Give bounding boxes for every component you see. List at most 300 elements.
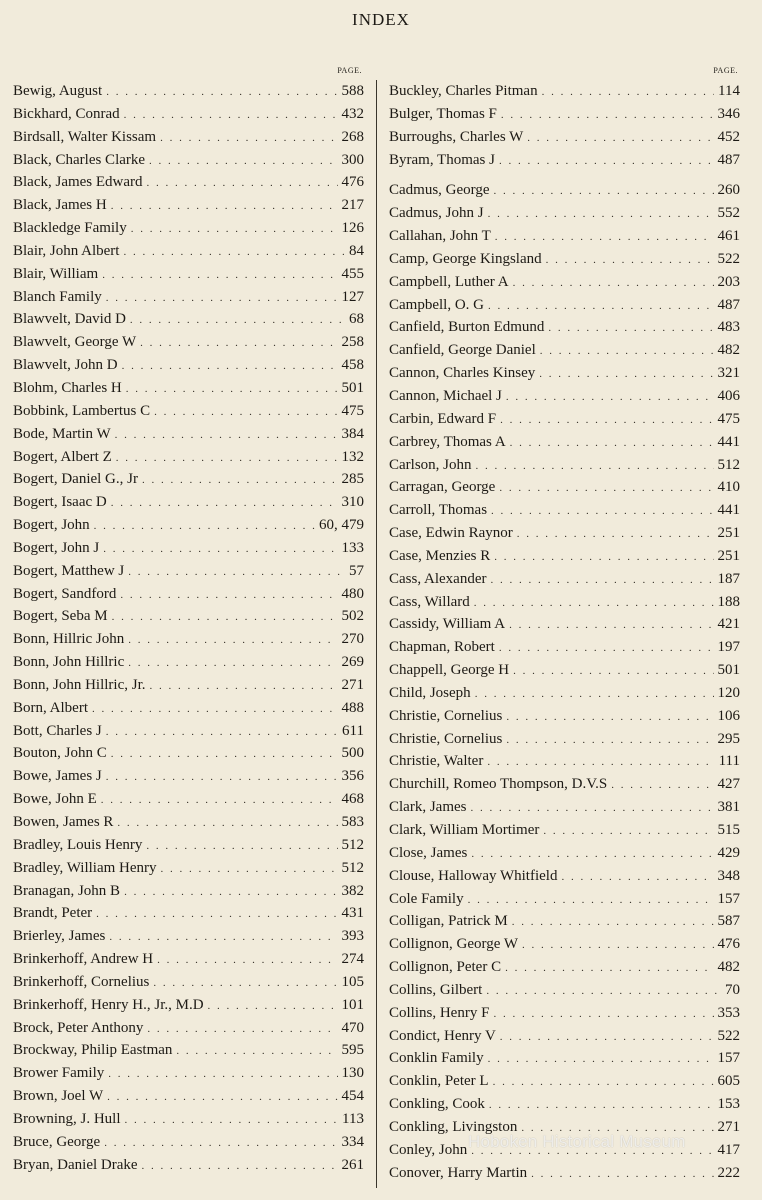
entry-page-number: 488 [341,699,364,716]
entry-name: Black, Charles Clarke [13,151,146,168]
entry-page-number: 68 [349,311,364,328]
index-entry [13,1017,364,1040]
index-entry [389,316,740,339]
entry-page-number: 421 [717,616,740,633]
index-entry [389,385,740,408]
entry-page-number: 251 [717,525,740,542]
index-entry [389,750,740,773]
leader-dots [522,934,713,956]
entry-name: Camp, George Kingsland [389,250,542,267]
entry-page-number: 454 [341,1088,364,1105]
index-entry [13,308,364,331]
entry-page-number: 441 [717,502,740,519]
entry-name: Browning, J. Hull [13,1110,121,1127]
index-entry [13,628,364,651]
leader-dots [176,1040,337,1062]
entry-page-number: 382 [341,882,364,899]
entry-page-number: 271 [717,1118,740,1135]
index-list-right-c [389,179,740,1184]
entry-name: Bickhard, Conrad [13,105,120,122]
entry-name: Brockway, Philip Eastman [13,1042,173,1059]
leader-dots [546,249,714,271]
leader-dots [539,363,713,385]
leader-dots [106,766,338,788]
entry-name: Bowe, James J [13,768,102,785]
leader-dots [103,538,337,560]
index-entry [389,819,740,842]
entry-page-number: 197 [717,639,740,656]
entry-name: Conkling, Livingston [389,1118,518,1135]
entry-page-number: 595 [341,1042,364,1059]
entry-page-number: 120 [717,684,740,701]
leader-dots [486,980,721,1002]
leader-dots [542,81,714,103]
index-entry [13,857,364,880]
entry-name: Canfield, George Daniel [389,342,536,359]
entry-page-number: 132 [341,448,364,465]
entry-page-number: 157 [717,1050,740,1067]
entry-page-number: 522 [717,250,740,267]
leader-dots [96,903,337,925]
entry-name: Bonn, John Hillric [13,654,125,671]
index-entry [13,742,364,765]
index-entry [389,499,740,522]
entry-name: Bogert, Daniel G., Jr [13,471,138,488]
leader-dots [540,340,714,362]
index-list-right-b [389,80,740,171]
entry-name: Bruce, George [13,1133,101,1150]
entry-name: Bogert, John J [13,539,100,556]
entry-page-number: 480 [341,585,364,602]
leader-dots [471,843,713,865]
leader-dots [495,226,714,248]
index-entry [13,446,364,469]
entry-name: Clark, William Mortimer [389,822,540,838]
leader-dots [147,1018,337,1040]
index-entry [13,194,364,217]
entry-page-number: 458 [341,357,364,374]
index-entry [13,103,364,126]
leader-dots [506,729,713,751]
entry-page-number: 270 [341,631,364,648]
entry-name: Bogert, Seba M [13,608,108,625]
entry-name: Close, James [389,844,468,861]
page-column-header: PAGE. [337,66,362,75]
entry-page-number: 269 [341,654,364,671]
entry-page-number: 133 [341,539,364,556]
entry-name: Cadmus, George [389,182,490,199]
leader-dots [123,241,345,263]
leader-dots [488,203,714,225]
entry-name: Born, Albert [13,699,88,716]
entry-page-number: 356 [341,768,364,785]
leader-dots [94,515,315,537]
entry-name: Carroll, Thomas [389,502,488,519]
entry-name: Conklin, Peter L [389,1073,489,1090]
index-entry [389,728,740,751]
index-entry [13,720,364,743]
index-entry [13,240,364,263]
leader-dots [124,881,337,903]
index-entry [389,888,740,911]
index-entry [13,126,364,149]
index-entry [389,636,740,659]
entry-name: Collignon, George W [389,936,519,953]
leader-dots [111,743,338,765]
leader-dots [104,1132,337,1154]
index-entry [389,979,740,1002]
entry-name: Byram, Thomas J [389,151,495,168]
entry-page-number: 441 [717,433,740,450]
leader-dots [112,606,338,628]
leader-dots [142,469,338,491]
index-entry [13,423,364,446]
entry-page-number: 487 [717,296,740,313]
leader-dots [513,660,713,682]
entry-name: Bode, Martin W [13,425,111,442]
leader-dots [160,127,337,149]
leader-dots [124,104,338,126]
leader-dots [494,546,713,568]
entry-page-number: 101 [341,996,364,1013]
entry-name: Christie, Cornelius [389,707,503,724]
entry-name: Blawvelt, George W [13,334,137,351]
entry-name: Bowe, John E [13,791,97,808]
index-entry [13,171,364,194]
entry-name: Burroughs, Charles W [389,128,524,145]
index-entry [389,865,740,888]
leader-dots [111,492,338,514]
entry-name: Branagan, John B [13,882,121,899]
leader-dots [491,500,713,522]
entry-name: Collins, Henry F [389,1004,490,1021]
entry-name: Brown, Joel W [13,1088,104,1105]
entry-page-number: 427 [717,776,740,793]
index-entry [13,1085,364,1108]
entry-name: Buckley, Charles Pitman [389,83,538,99]
entry-name: Blair, William [13,265,99,282]
entry-page-number: 431 [341,905,364,922]
leader-dots [499,477,713,499]
entry-name: Bogert, John [13,517,90,534]
leader-dots [149,150,337,172]
entry-page-number: 384 [341,425,364,442]
index-entry [13,651,364,674]
index-entry [389,271,740,294]
entry-page-number: 483 [717,319,740,336]
index-entry [389,568,740,591]
entry-page-number: 410 [717,479,740,496]
entry-page-number: 258 [341,334,364,351]
leader-dots [505,957,713,979]
entry-name: Bott, Charles J [13,722,102,739]
leader-dots [509,614,713,636]
index-entry [13,354,364,377]
entry-name: Bogert, Sandford [13,585,117,602]
leader-dots [120,584,337,606]
entry-name: Carbrey, Thomas A [389,433,506,450]
entry-page-number: 552 [717,205,740,222]
leader-dots [493,1071,714,1093]
entry-name: Carragan, George [389,479,496,496]
leader-dots [517,523,714,545]
index-entry [13,605,364,628]
entry-page-number: 512 [341,836,364,853]
entry-page-number: 57 [349,562,364,579]
entry-name: Case, Menzies R [389,547,491,564]
leader-dots [117,812,337,834]
entry-name: Condict, Henry V [389,1027,496,1044]
entry-page-number: 105 [341,973,364,990]
index-entry [13,902,364,925]
entry-page-number: 268 [341,128,364,145]
entry-name: Collins, Gilbert [389,981,483,998]
entry-name: Clark, James [389,799,467,816]
leader-dots [101,789,338,811]
index-entry [389,1002,740,1025]
entry-name: Bowen, James R [13,814,114,830]
index-entry [389,431,740,454]
leader-dots [489,1094,714,1116]
entry-name: Case, Edwin Raynor [389,525,513,542]
entry-page-number: 203 [717,273,740,290]
leader-dots [161,858,338,880]
entry-page-number: 106 [717,707,740,724]
index-entry [389,956,740,979]
index-entry [389,80,740,103]
entry-page-number: 611 [342,722,364,739]
entry-page-number: 84 [349,242,364,259]
index-entry [389,591,740,614]
entry-name: Brinkerhoff, Henry H., Jr., M.D [13,996,204,1013]
leader-dots [108,1063,337,1085]
entry-page-number: 475 [341,402,364,419]
leader-dots [474,592,714,614]
entry-name: Brower Family [13,1065,105,1082]
leader-dots [548,317,713,339]
leader-dots [476,455,714,477]
leader-dots [490,569,713,591]
index-entry [13,1039,364,1062]
entry-page-number: 274 [341,951,364,968]
entry-page-number: 470 [341,1019,364,1036]
entry-name: Conley, John [389,1141,468,1158]
index-entry [389,796,740,819]
leader-dots [106,721,338,743]
index-column-right [389,66,740,1185]
leader-dots [561,866,713,888]
entry-page-number: 251 [717,547,740,564]
index-entry [13,217,364,240]
entry-name: Bonn, Hillric John [13,631,125,648]
entry-name: Bradley, William Henry [13,859,157,876]
entry-page-number: 334 [341,1133,364,1150]
entry-page-number: 482 [717,959,740,976]
leader-dots [153,972,337,994]
entry-name: Christie, Walter [389,753,484,770]
entry-name: Brierley, James [13,928,106,945]
index-entry [13,674,364,697]
leader-dots [506,706,713,728]
entry-page-number: 452 [717,128,740,145]
entry-name: Cassidy, William A [389,616,506,633]
index-entry [389,408,740,431]
entry-page-number: 261 [341,1156,364,1173]
leader-dots [488,295,714,317]
leader-dots [499,150,714,172]
index-entry [13,925,364,948]
entry-page-number: 502 [341,608,364,625]
entry-page-number: 475 [717,410,740,427]
entry-page-number: 500 [341,745,364,762]
index-entry [13,971,364,994]
entry-page-number: 501 [341,379,364,396]
entry-name: Birdsall, Walter Kissam [13,128,157,145]
entry-page-number: 487 [717,151,740,168]
leader-dots [470,797,713,819]
entry-page-number: 60, 479 [319,517,364,534]
leader-dots [208,995,338,1017]
index-entry [389,149,740,172]
index-entry [13,537,364,560]
entry-name: Conover, Harry Martin [389,1164,528,1181]
entry-name: Bogert, Albert Z [13,448,112,465]
entry-page-number: 353 [717,1004,740,1021]
entry-page-number: 188 [717,593,740,610]
entry-name: Bewig, August [13,83,103,99]
index-entry [13,263,364,286]
entry-page-number: 130 [341,1065,364,1082]
entry-page-number: 217 [341,197,364,214]
leader-dots [106,81,337,103]
entry-page-number: 583 [341,814,364,830]
entry-name: Brock, Peter Anthony [13,1019,144,1036]
index-entry [389,1070,740,1093]
entry-page-number: 515 [717,822,740,838]
index-entry [13,994,364,1017]
index-entry [389,248,740,271]
page-column-header: PAGE. [713,66,738,75]
index-entry [389,1025,740,1048]
index-entry [389,1162,740,1185]
entry-page-number: 321 [717,365,740,382]
entry-name: Churchill, Romeo Thompson, D.V.S [389,776,608,793]
entry-name: Child, Joseph [389,684,471,701]
entry-name: Blawvelt, John D [13,357,118,374]
entry-page-number: 126 [341,220,364,237]
index-entry [389,202,740,225]
entry-name: Black, James Edward [13,174,143,191]
index-entry [389,910,740,933]
leader-dots [506,386,714,408]
leader-dots [107,1086,337,1108]
leader-dots [513,272,714,294]
index-entry [389,842,740,865]
index-entry [13,811,364,834]
leader-dots [488,1048,714,1070]
leader-dots [115,424,338,446]
index-entry [13,560,364,583]
page-title: INDEX [352,10,410,29]
entry-page-number: 476 [341,174,364,191]
index-entry [13,1062,364,1085]
entry-name: Carbin, Edward F [389,410,497,427]
entry-name: Christie, Cornelius [389,730,503,747]
column-divider [376,80,377,1188]
leader-dots [494,180,714,202]
leader-dots [128,629,337,651]
index-entry [389,362,740,385]
entry-name: Bulger, Thomas F [389,105,497,122]
entry-page-number: 432 [341,105,364,122]
index-entry [13,697,364,720]
entry-page-number: 260 [717,182,740,199]
index-entry [13,491,364,514]
index-entry [13,514,364,537]
index-entry [13,948,364,971]
leader-dots [510,432,714,454]
entry-page-number: 461 [717,228,740,245]
index-entry [389,933,740,956]
watermark: Hoboken Historical Museum [468,1132,686,1151]
entry-name: Conkling, Cook [389,1096,485,1113]
index-entry [389,659,740,682]
entry-page-number: 348 [717,867,740,884]
leader-dots [146,835,337,857]
entry-name: Black, James H [13,197,107,214]
leader-dots [126,378,338,400]
entry-page-number: 482 [717,342,740,359]
entry-page-number: 153 [717,1096,740,1113]
index-list-left [13,80,364,1177]
entry-name: Blawvelt, David D [13,311,126,328]
entry-page-number: 512 [717,456,740,473]
leader-dots [543,820,713,842]
index-entry [389,613,740,636]
entry-name: Colligan, Patrick M [389,913,508,930]
entry-page-number: 113 [342,1110,364,1127]
leader-dots [122,355,338,377]
entry-name: Clouse, Halloway Whitfield [389,867,558,884]
entry-page-number: 271 [341,676,364,693]
leader-dots [475,683,714,705]
entry-name: Cass, Alexander [389,570,487,587]
index-entry [389,545,740,568]
index-entry [389,294,740,317]
entry-page-number: 605 [717,1073,740,1090]
leader-dots [130,309,345,331]
letter-group-gap [389,171,740,179]
index-entry [13,1108,364,1131]
index-entry [389,225,740,248]
leader-dots [92,698,338,720]
index-entry [389,705,740,728]
entry-name: Blair, John Albert [13,242,120,259]
index-entry [389,103,740,126]
index-entry [13,149,364,172]
index-entry [13,834,364,857]
entry-page-number: 501 [717,662,740,679]
entry-name: Carlson, John [389,456,472,473]
entry-name: Bryan, Daniel Drake [13,1156,138,1173]
entry-name: Chapman, Robert [389,639,495,656]
entry-page-number: 455 [341,265,364,282]
entry-name: Callahan, John T [389,228,491,245]
leader-dots [493,1003,713,1025]
index-entry [13,377,364,400]
leader-dots [512,911,714,933]
leader-dots [487,751,714,773]
